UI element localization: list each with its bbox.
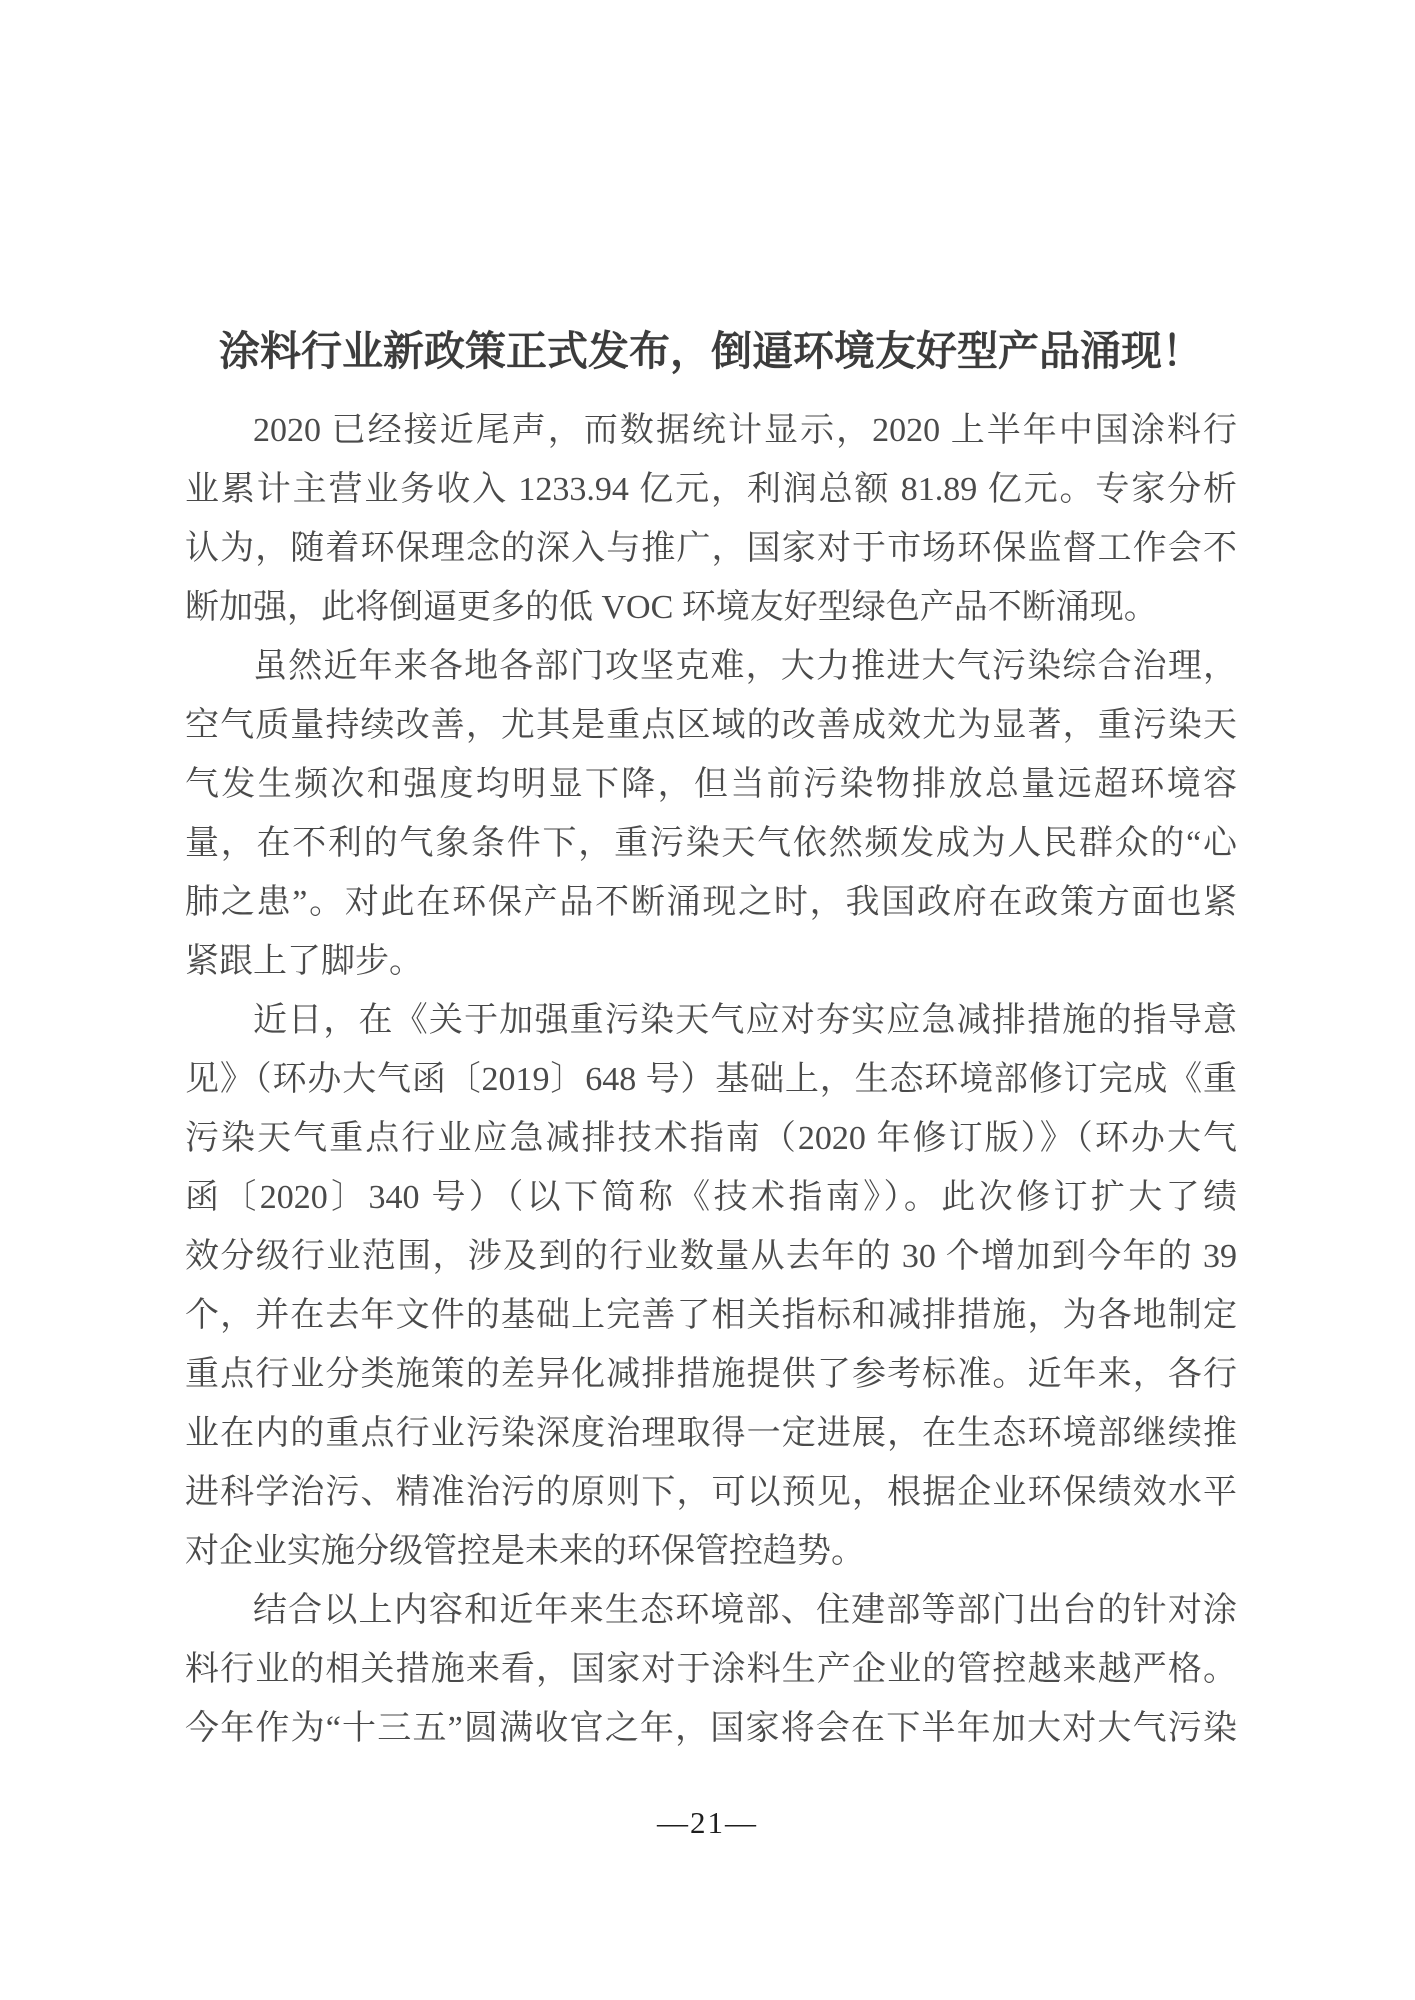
- text-line: 气发生频次和强度均明显下降，但当前污染物排放总量远超环境容: [185, 766, 1237, 803]
- text-line: 对企业实施分级管控是未来的环保管控趋势。: [185, 1533, 865, 1570]
- text-line: 重点行业分类施策的差异化减排措施提供了参考标准。近年来，各行: [185, 1356, 1237, 1393]
- text-line: 紧跟上了脚步。: [185, 943, 423, 980]
- text-line: 肺之患”。对此在环保产品不断涌现之时，我国政府在政策方面也紧: [185, 884, 1237, 921]
- page-title: 涂料行业新政策正式发布，倒逼环境友好型产品涌现！: [219, 328, 1203, 374]
- text-line: 业在内的重点行业污染深度治理取得一定进展，在生态环境部继续推: [185, 1415, 1237, 1452]
- text-line: 认为，随着环保理念的深入与推广，国家对于市场环保监督工作会不: [185, 530, 1237, 567]
- text-line: 函〔2020〕340 号）（以下简称《技术指南》）。此次修订扩大了绩: [185, 1179, 1237, 1216]
- text-line: 量，在不利的气象条件下，重污染天气依然频发成为人民群众的“心: [185, 825, 1237, 862]
- text-line: 空气质量持续改善，尤其是重点区域的改善成效尤为显著，重污染天: [185, 707, 1237, 744]
- text-line: 2020 已经接近尾声，而数据统计显示，2020 上半年中国涂料行: [253, 412, 1237, 449]
- text-line: 虽然近年来各地各部门攻坚克难，大力推进大气污染综合治理，: [253, 648, 1237, 685]
- paragraph: [185, 1581, 1237, 1758]
- text-line: 效分级行业范围，涉及到的行业数量从去年的 30 个增加到今年的 39: [185, 1238, 1237, 1275]
- paragraph: [185, 637, 1237, 991]
- text-line: 结合以上内容和近年来生态环境部、住建部等部门出台的针对涂: [253, 1592, 1237, 1629]
- paragraph: [185, 991, 1237, 1581]
- text-line: 个，并在去年文件的基础上完善了相关指标和减排措施，为各地制定: [185, 1297, 1237, 1334]
- content-column: [185, 0, 1237, 1758]
- page-number: —21—: [657, 1805, 758, 1840]
- text-line: 污染天气重点行业应急减排技术指南（2020 年修订版）》（环办大气: [185, 1120, 1237, 1157]
- text-line: 业累计主营业务收入 1233.94 亿元，利润总额 81.89 亿元。专家分析: [185, 471, 1237, 508]
- text-line: 今年作为“十三五”圆满收官之年，国家将会在下半年加大对大气污染: [185, 1710, 1237, 1747]
- text-line: 料行业的相关措施来看，国家对于涂料生产企业的管控越来越严格。: [185, 1651, 1237, 1688]
- document-body: [185, 401, 1237, 1758]
- paragraph: [185, 401, 1237, 637]
- text-line: 见》（环办大气函〔2019〕648 号）基础上，生态环境部修订完成《重: [185, 1061, 1237, 1098]
- text-line: 进科学治污、精准治污的原则下，可以预见，根据企业环保绩效水平: [185, 1474, 1237, 1511]
- text-line: 近日，在《关于加强重污染天气应对夯实应急减排措施的指导意: [253, 1002, 1237, 1039]
- text-line: 断加强，此将倒逼更多的低 VOC 环境友好型绿色产品不断涌现。: [185, 589, 1158, 626]
